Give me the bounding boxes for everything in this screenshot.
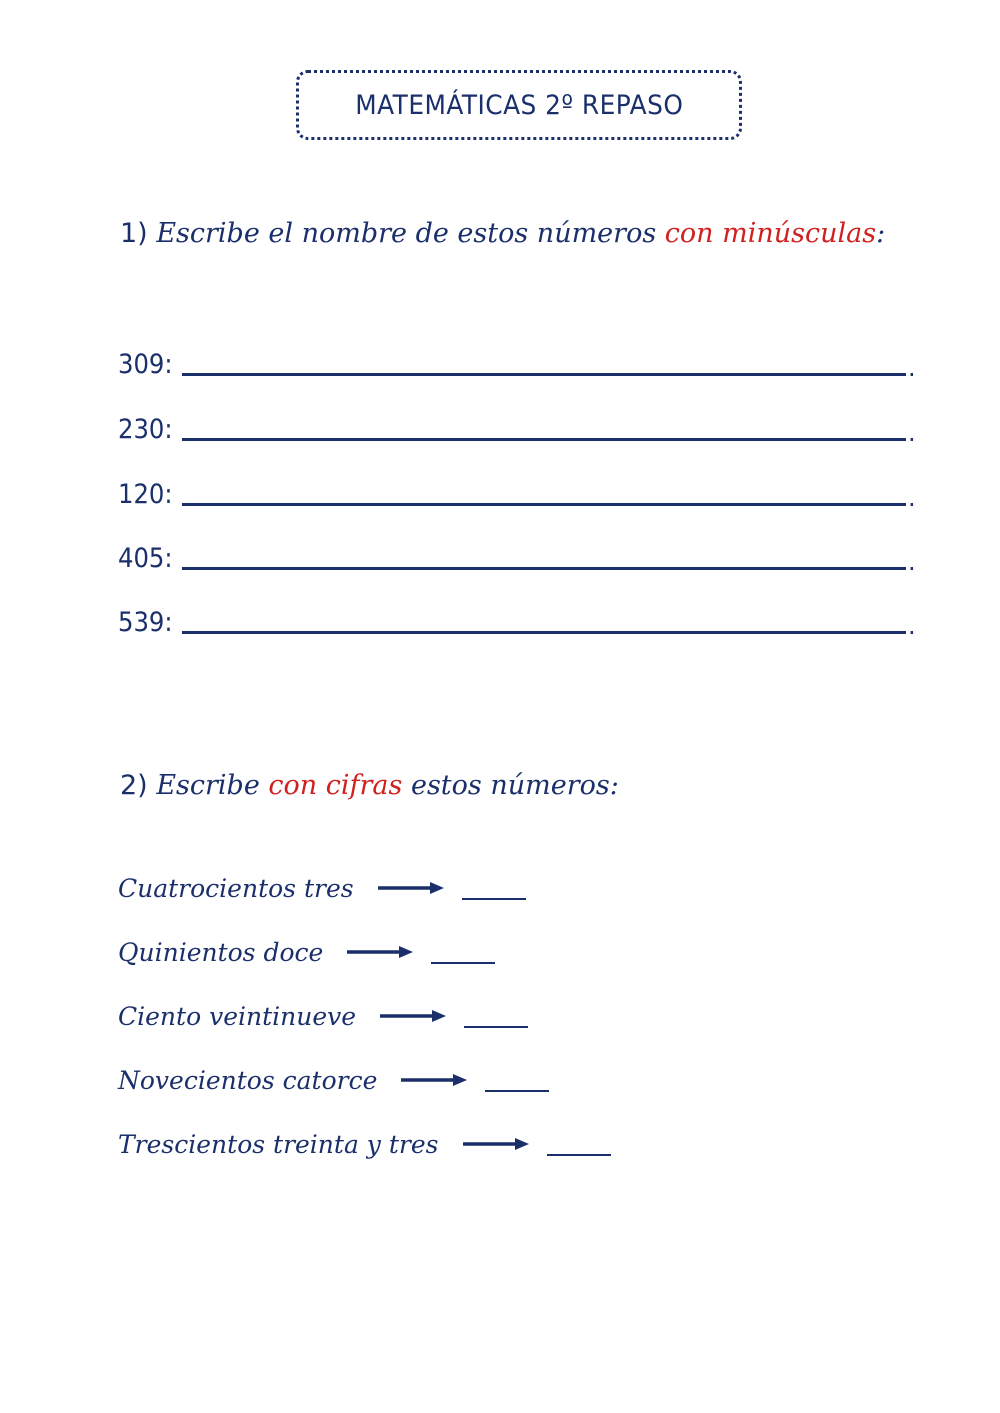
right-arrow-icon (401, 1073, 467, 1087)
number-words: Quinientos doce (118, 937, 324, 967)
number-label: 120: (118, 479, 173, 510)
right-arrow-icon (463, 1137, 529, 1151)
number-words: Novecientos catorce (118, 1065, 378, 1095)
line-period: . (908, 484, 916, 512)
number-label: 230: (118, 414, 173, 445)
answer-line[interactable] (182, 438, 906, 441)
answer-line[interactable] (182, 631, 906, 634)
section-2-instruction: Escribe (156, 770, 260, 801)
number-row (118, 340, 918, 380)
number-label: 309: (118, 349, 173, 380)
line-period: . (908, 419, 916, 447)
section-1-colon: : (876, 218, 886, 249)
section-1-highlight: con minúsculas (664, 218, 877, 249)
number-label: 539: (118, 607, 173, 638)
number-words: Trescientos treinta y tres (118, 1129, 439, 1159)
section-1-instruction: Escribe el nombre de estos números (156, 218, 657, 249)
right-arrow-icon (378, 881, 444, 895)
answer-blank[interactable] (462, 898, 526, 900)
answer-line[interactable] (182, 373, 906, 376)
number-words: Ciento veintinueve (118, 1001, 357, 1031)
number-label: 405: (118, 543, 173, 574)
number-row (118, 470, 918, 510)
number-row (118, 534, 918, 574)
line-period: . (908, 612, 916, 640)
right-arrow-icon (347, 945, 413, 959)
number-row (118, 405, 918, 445)
section-2-heading (120, 770, 619, 801)
title-box (296, 70, 742, 140)
answer-blank[interactable] (431, 962, 495, 964)
section-1-number: 1) (120, 218, 148, 249)
number-words: Cuatrocientos tres (118, 873, 354, 903)
line-period: . (908, 354, 916, 382)
number-row (118, 598, 918, 638)
answer-line[interactable] (182, 503, 906, 506)
word-row (118, 996, 528, 1036)
word-row (118, 1060, 549, 1100)
word-row (118, 868, 526, 908)
section-1-heading (120, 218, 885, 249)
right-arrow-icon (380, 1009, 446, 1023)
answer-blank[interactable] (485, 1090, 549, 1092)
answer-blank[interactable] (464, 1026, 528, 1028)
page-title: MATEMÁTICAS 2º REPASO (354, 89, 684, 121)
section-2-instruction-end: estos números: (410, 770, 619, 801)
word-row (118, 1124, 611, 1164)
answer-line[interactable] (182, 567, 906, 570)
section-2-highlight: con cifras (268, 770, 403, 801)
section-2-number: 2) (120, 770, 148, 801)
word-row (118, 932, 495, 972)
line-period: . (908, 548, 916, 576)
answer-blank[interactable] (547, 1154, 611, 1156)
